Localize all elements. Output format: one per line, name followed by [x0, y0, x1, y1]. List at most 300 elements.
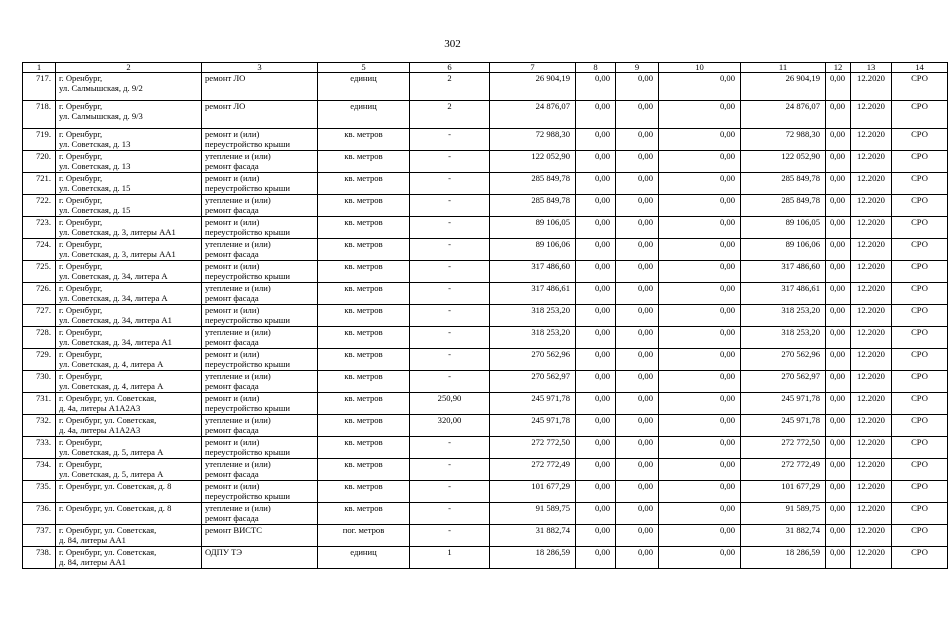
cost-cell: 0,00 [616, 239, 659, 261]
cost-cell: 0,00 [576, 261, 616, 283]
quantity-cell: - [410, 283, 490, 305]
cost-cell: 0,00 [826, 173, 851, 195]
table-row [23, 371, 948, 393]
cost-cell: 318 253,20 [741, 327, 826, 349]
work-type-cell: ремонт и (или) переустройство крыши [202, 261, 318, 283]
column-header: 11 [741, 63, 826, 73]
deadline-cell: 12.2020 [851, 261, 892, 283]
cost-cell: 272 772,50 [741, 437, 826, 459]
funding-source-cell: СРО [892, 217, 948, 239]
unit-cell: пог. метров [318, 525, 410, 547]
address-cell: г. Оренбург, ул. Советская, д. 8 [56, 481, 202, 503]
row-number: 730. [23, 371, 56, 393]
cost-cell: 122 052,90 [741, 151, 826, 173]
deadline-cell: 12.2020 [851, 525, 892, 547]
cost-cell: 318 253,20 [741, 305, 826, 327]
cost-cell: 0,00 [576, 305, 616, 327]
unit-cell: кв. метров [318, 173, 410, 195]
column-header: 6 [410, 63, 490, 73]
cost-cell: 245 971,78 [741, 415, 826, 437]
deadline-cell: 12.2020 [851, 327, 892, 349]
unit-cell: кв. метров [318, 481, 410, 503]
quantity-cell: - [410, 151, 490, 173]
total-cost-cell: 101 677,29 [490, 481, 576, 503]
funding-source-cell: СРО [892, 525, 948, 547]
total-cost-cell: 270 562,97 [490, 371, 576, 393]
address-cell: г. Оренбург, ул. Советская, д. 13 [56, 151, 202, 173]
cost-cell: 0,00 [826, 371, 851, 393]
funding-source-cell: СРО [892, 305, 948, 327]
cost-cell: 24 876,07 [741, 101, 826, 129]
address-cell: г. Оренбург, ул. Советская, д. 15 [56, 195, 202, 217]
cost-cell: 0,00 [826, 151, 851, 173]
cost-cell: 0,00 [659, 283, 741, 305]
quantity-cell: - [410, 481, 490, 503]
column-header: 9 [616, 63, 659, 73]
cost-cell: 0,00 [826, 261, 851, 283]
quantity-cell: 250,90 [410, 393, 490, 415]
total-cost-cell: 18 286,59 [490, 547, 576, 569]
cost-cell: 0,00 [576, 481, 616, 503]
cost-cell: 0,00 [576, 195, 616, 217]
table-row [23, 525, 948, 547]
deadline-cell: 12.2020 [851, 503, 892, 525]
work-type-cell: утепление и (или) ремонт фасада [202, 371, 318, 393]
quantity-cell: - [410, 525, 490, 547]
table-row [23, 195, 948, 217]
deadline-cell: 12.2020 [851, 547, 892, 569]
row-number: 728. [23, 327, 56, 349]
address-cell: г. Оренбург, ул. Советская, д. 4а, литеры А1А2А3 [56, 415, 202, 437]
cost-cell: 0,00 [659, 415, 741, 437]
quantity-cell: 1 [410, 547, 490, 569]
unit-cell: кв. метров [318, 327, 410, 349]
work-type-cell: утепление и (или) ремонт фасада [202, 239, 318, 261]
quantity-cell: 320,00 [410, 415, 490, 437]
cost-cell: 0,00 [826, 101, 851, 129]
total-cost-cell: 89 106,06 [490, 239, 576, 261]
work-type-cell: утепление и (или) ремонт фасада [202, 503, 318, 525]
cost-cell: 270 562,96 [741, 349, 826, 371]
table-row [23, 101, 948, 129]
work-type-cell: ремонт и (или) переустройство крыши [202, 349, 318, 371]
deadline-cell: 12.2020 [851, 415, 892, 437]
quantity-cell: - [410, 459, 490, 481]
cost-cell: 0,00 [659, 101, 741, 129]
column-header: 13 [851, 63, 892, 73]
total-cost-cell: 317 486,60 [490, 261, 576, 283]
cost-cell: 0,00 [826, 327, 851, 349]
unit-cell: кв. метров [318, 349, 410, 371]
cost-cell: 0,00 [659, 151, 741, 173]
row-number: 737. [23, 525, 56, 547]
cost-cell: 0,00 [576, 459, 616, 481]
funding-source-cell: СРО [892, 481, 948, 503]
cost-cell: 89 106,05 [741, 217, 826, 239]
row-number: 735. [23, 481, 56, 503]
cost-cell: 0,00 [659, 437, 741, 459]
total-cost-cell: 272 772,50 [490, 437, 576, 459]
table-row [23, 261, 948, 283]
cost-cell: 0,00 [576, 327, 616, 349]
funding-source-cell: СРО [892, 173, 948, 195]
cost-cell: 0,00 [616, 327, 659, 349]
work-type-cell: ремонт и (или) переустройство крыши [202, 437, 318, 459]
row-number: 733. [23, 437, 56, 459]
cost-cell: 0,00 [576, 437, 616, 459]
deadline-cell: 12.2020 [851, 283, 892, 305]
page-number: 302 [444, 38, 461, 50]
table-row [23, 481, 948, 503]
cost-cell: 0,00 [659, 173, 741, 195]
address-cell: г. Оренбург, ул. Советская, д. 8 [56, 503, 202, 525]
funding-source-cell: СРО [892, 415, 948, 437]
funding-source-cell: СРО [892, 393, 948, 415]
cost-cell: 317 486,60 [741, 261, 826, 283]
deadline-cell: 12.2020 [851, 371, 892, 393]
table-row [23, 437, 948, 459]
funding-source-cell: СРО [892, 327, 948, 349]
deadline-cell: 12.2020 [851, 459, 892, 481]
cost-cell: 0,00 [659, 393, 741, 415]
cost-cell: 0,00 [826, 195, 851, 217]
row-number: 729. [23, 349, 56, 371]
cost-cell: 0,00 [826, 305, 851, 327]
address-cell: г. Оренбург, ул. Советская, д. 34, литера А [56, 283, 202, 305]
header-row [23, 63, 948, 73]
work-type-cell: утепление и (или) ремонт фасада [202, 459, 318, 481]
funding-source-cell: СРО [892, 437, 948, 459]
cost-cell: 0,00 [659, 349, 741, 371]
cost-cell: 285 849,78 [741, 195, 826, 217]
total-cost-cell: 318 253,20 [490, 327, 576, 349]
table-row [23, 503, 948, 525]
table-row [23, 415, 948, 437]
cost-cell: 0,00 [616, 129, 659, 151]
work-type-cell: утепление и (или) ремонт фасада [202, 195, 318, 217]
column-header: 8 [576, 63, 616, 73]
funding-source-cell: СРО [892, 503, 948, 525]
cost-cell: 26 904,19 [741, 73, 826, 101]
table-row [23, 327, 948, 349]
address-cell: г. Оренбург, ул. Советская, д. 3, литеры АА1 [56, 217, 202, 239]
cost-cell: 0,00 [826, 393, 851, 415]
cost-cell: 0,00 [576, 503, 616, 525]
unit-cell: кв. метров [318, 393, 410, 415]
table-row [23, 459, 948, 481]
work-type-cell: ОДПУ ТЭ [202, 547, 318, 569]
unit-cell: кв. метров [318, 195, 410, 217]
total-cost-cell: 31 882,74 [490, 525, 576, 547]
cost-cell: 0,00 [616, 525, 659, 547]
cost-cell: 0,00 [826, 481, 851, 503]
cost-cell: 0,00 [616, 283, 659, 305]
unit-cell: единиц [318, 547, 410, 569]
table-row [23, 239, 948, 261]
cost-cell: 0,00 [659, 261, 741, 283]
cost-cell: 0,00 [576, 283, 616, 305]
cost-cell: 0,00 [576, 371, 616, 393]
quantity-cell: - [410, 349, 490, 371]
deadline-cell: 12.2020 [851, 349, 892, 371]
cost-cell: 0,00 [616, 415, 659, 437]
row-number: 738. [23, 547, 56, 569]
column-header: 14 [892, 63, 948, 73]
table-row [23, 73, 948, 101]
cost-cell: 0,00 [826, 349, 851, 371]
cost-cell: 0,00 [616, 437, 659, 459]
column-header: 5 [318, 63, 410, 73]
cost-cell: 0,00 [616, 173, 659, 195]
cost-cell: 0,00 [616, 151, 659, 173]
address-cell: г. Оренбург, ул. Советская, д. 5, литера А [56, 459, 202, 481]
deadline-cell: 12.2020 [851, 173, 892, 195]
cost-cell: 0,00 [826, 217, 851, 239]
cost-cell: 285 849,78 [741, 173, 826, 195]
column-header: 3 [202, 63, 318, 73]
deadline-cell: 12.2020 [851, 393, 892, 415]
work-type-cell: утепление и (или) ремонт фасада [202, 283, 318, 305]
cost-cell: 0,00 [616, 305, 659, 327]
column-header: 1 [23, 63, 56, 73]
quantity-cell: - [410, 239, 490, 261]
cost-cell: 0,00 [826, 239, 851, 261]
work-type-cell: ремонт и (или) переустройство крыши [202, 305, 318, 327]
work-type-cell: ремонт ВИСТС [202, 525, 318, 547]
cost-cell: 0,00 [576, 415, 616, 437]
cost-cell: 91 589,75 [741, 503, 826, 525]
deadline-cell: 12.2020 [851, 239, 892, 261]
funding-source-cell: СРО [892, 151, 948, 173]
funding-source-cell: СРО [892, 73, 948, 101]
deadline-cell: 12.2020 [851, 481, 892, 503]
unit-cell: кв. метров [318, 151, 410, 173]
cost-cell: 0,00 [659, 327, 741, 349]
unit-cell: кв. метров [318, 415, 410, 437]
total-cost-cell: 285 849,78 [490, 195, 576, 217]
row-number: 725. [23, 261, 56, 283]
funding-source-cell: СРО [892, 101, 948, 129]
total-cost-cell: 24 876,07 [490, 101, 576, 129]
address-cell: г. Оренбург, ул. Салмышская, д. 9/3 [56, 101, 202, 129]
cost-cell: 0,00 [659, 547, 741, 569]
work-type-cell: ремонт ЛО [202, 73, 318, 101]
work-type-cell: ремонт и (или) переустройство крыши [202, 173, 318, 195]
cost-cell: 0,00 [616, 503, 659, 525]
cost-cell: 0,00 [616, 101, 659, 129]
deadline-cell: 12.2020 [851, 305, 892, 327]
row-number: 731. [23, 393, 56, 415]
row-number: 726. [23, 283, 56, 305]
address-cell: г. Оренбург, ул. Салмышская, д. 9/2 [56, 73, 202, 101]
cost-cell: 0,00 [616, 481, 659, 503]
cost-cell: 0,00 [576, 547, 616, 569]
cost-cell: 0,00 [616, 217, 659, 239]
table-row [23, 129, 948, 151]
cost-cell: 0,00 [826, 129, 851, 151]
table-row [23, 173, 948, 195]
column-header: 2 [56, 63, 202, 73]
unit-cell: кв. метров [318, 129, 410, 151]
row-number: 734. [23, 459, 56, 481]
work-type-cell: утепление и (или) ремонт фасада [202, 415, 318, 437]
cost-cell: 0,00 [616, 371, 659, 393]
cost-cell: 0,00 [576, 173, 616, 195]
unit-cell: кв. метров [318, 437, 410, 459]
table-row [23, 283, 948, 305]
work-type-cell: утепление и (или) ремонт фасада [202, 327, 318, 349]
address-cell: г. Оренбург, ул. Советская, д. 34, литера А1 [56, 327, 202, 349]
table-row [23, 349, 948, 371]
funding-source-cell: СРО [892, 547, 948, 569]
table-row [23, 393, 948, 415]
cost-cell: 0,00 [576, 239, 616, 261]
cost-cell: 0,00 [659, 129, 741, 151]
cost-cell: 317 486,61 [741, 283, 826, 305]
cost-cell: 0,00 [826, 415, 851, 437]
funding-source-cell: СРО [892, 371, 948, 393]
table-row [23, 547, 948, 569]
row-number: 732. [23, 415, 56, 437]
cost-cell: 0,00 [826, 459, 851, 481]
cost-cell: 0,00 [576, 151, 616, 173]
cost-cell: 0,00 [659, 239, 741, 261]
address-cell: г. Оренбург, ул. Советская, д. 3, литеры АА1 [56, 239, 202, 261]
deadline-cell: 12.2020 [851, 101, 892, 129]
address-cell: г. Оренбург, ул. Советская, д. 34, литера А1 [56, 305, 202, 327]
cost-cell: 0,00 [659, 503, 741, 525]
cost-cell: 272 772,49 [741, 459, 826, 481]
address-cell: г. Оренбург, ул. Советская, д. 15 [56, 173, 202, 195]
funding-source-cell: СРО [892, 459, 948, 481]
cost-cell: 0,00 [826, 437, 851, 459]
unit-cell: кв. метров [318, 261, 410, 283]
unit-cell: кв. метров [318, 305, 410, 327]
funding-source-cell: СРО [892, 129, 948, 151]
cost-cell: 0,00 [616, 73, 659, 101]
funding-source-cell: СРО [892, 283, 948, 305]
row-number: 717. [23, 73, 56, 101]
quantity-cell: - [410, 503, 490, 525]
cost-cell: 0,00 [659, 195, 741, 217]
unit-cell: кв. метров [318, 239, 410, 261]
cost-cell: 0,00 [659, 217, 741, 239]
cost-cell: 0,00 [616, 393, 659, 415]
quantity-cell: - [410, 129, 490, 151]
cost-cell: 270 562,97 [741, 371, 826, 393]
cost-cell: 0,00 [659, 525, 741, 547]
quantity-cell: - [410, 327, 490, 349]
quantity-cell: 2 [410, 101, 490, 129]
total-cost-cell: 245 971,78 [490, 393, 576, 415]
address-cell: г. Оренбург, ул. Советская, д. 84, литеры АА1 [56, 525, 202, 547]
address-cell: г. Оренбург, ул. Советская, д. 4, литера А [56, 349, 202, 371]
cost-cell: 0,00 [659, 305, 741, 327]
total-cost-cell: 318 253,20 [490, 305, 576, 327]
deadline-cell: 12.2020 [851, 151, 892, 173]
address-cell: г. Оренбург, ул. Советская, д. 4, литера А [56, 371, 202, 393]
cost-cell: 0,00 [826, 73, 851, 101]
quantity-cell: - [410, 173, 490, 195]
quantity-cell: - [410, 305, 490, 327]
row-number: 724. [23, 239, 56, 261]
unit-cell: кв. метров [318, 459, 410, 481]
quantity-cell: - [410, 195, 490, 217]
total-cost-cell: 72 988,30 [490, 129, 576, 151]
quantity-cell: - [410, 371, 490, 393]
cost-cell: 0,00 [616, 195, 659, 217]
unit-cell: кв. метров [318, 503, 410, 525]
unit-cell: кв. метров [318, 371, 410, 393]
cost-cell: 0,00 [616, 547, 659, 569]
funding-source-cell: СРО [892, 261, 948, 283]
table-row [23, 151, 948, 173]
row-number: 721. [23, 173, 56, 195]
total-cost-cell: 122 052,90 [490, 151, 576, 173]
table-row [23, 305, 948, 327]
work-type-cell: ремонт и (или) переустройство крыши [202, 393, 318, 415]
row-number: 718. [23, 101, 56, 129]
quantity-cell: - [410, 261, 490, 283]
deadline-cell: 12.2020 [851, 217, 892, 239]
cost-cell: 18 286,59 [741, 547, 826, 569]
cost-cell: 0,00 [659, 371, 741, 393]
cost-cell: 0,00 [659, 481, 741, 503]
total-cost-cell: 245 971,78 [490, 415, 576, 437]
deadline-cell: 12.2020 [851, 129, 892, 151]
cost-cell: 0,00 [576, 525, 616, 547]
column-header: 10 [659, 63, 741, 73]
row-number: 736. [23, 503, 56, 525]
address-cell: г. Оренбург, ул. Советская, д. 34, литера А [56, 261, 202, 283]
cost-cell: 0,00 [826, 283, 851, 305]
cost-cell: 0,00 [576, 393, 616, 415]
work-type-cell: ремонт и (или) переустройство крыши [202, 481, 318, 503]
table-row [23, 217, 948, 239]
work-type-cell: ремонт и (или) переустройство крыши [202, 217, 318, 239]
row-number: 723. [23, 217, 56, 239]
total-cost-cell: 26 904,19 [490, 73, 576, 101]
cost-cell: 0,00 [616, 261, 659, 283]
row-number: 719. [23, 129, 56, 151]
total-cost-cell: 317 486,61 [490, 283, 576, 305]
funding-source-cell: СРО [892, 239, 948, 261]
work-type-cell: утепление и (или) ремонт фасада [202, 151, 318, 173]
cost-cell: 0,00 [826, 525, 851, 547]
funding-source-cell: СРО [892, 195, 948, 217]
row-number: 722. [23, 195, 56, 217]
cost-cell: 101 677,29 [741, 481, 826, 503]
deadline-cell: 12.2020 [851, 195, 892, 217]
address-cell: г. Оренбург, ул. Советская, д. 5, литера А [56, 437, 202, 459]
cost-cell: 0,00 [616, 459, 659, 481]
cost-cell: 0,00 [826, 503, 851, 525]
column-header: 7 [490, 63, 576, 73]
cost-cell: 31 882,74 [741, 525, 826, 547]
cost-cell: 0,00 [659, 459, 741, 481]
work-type-cell: ремонт и (или) переустройство крыши [202, 129, 318, 151]
cost-cell: 0,00 [659, 73, 741, 101]
total-cost-cell: 272 772,49 [490, 459, 576, 481]
unit-cell: кв. метров [318, 283, 410, 305]
row-number: 720. [23, 151, 56, 173]
deadline-cell: 12.2020 [851, 73, 892, 101]
total-cost-cell: 270 562,96 [490, 349, 576, 371]
column-header: 12 [826, 63, 851, 73]
funding-source-cell: СРО [892, 349, 948, 371]
deadline-cell: 12.2020 [851, 437, 892, 459]
address-cell: г. Оренбург, ул. Советская, д. 13 [56, 129, 202, 151]
